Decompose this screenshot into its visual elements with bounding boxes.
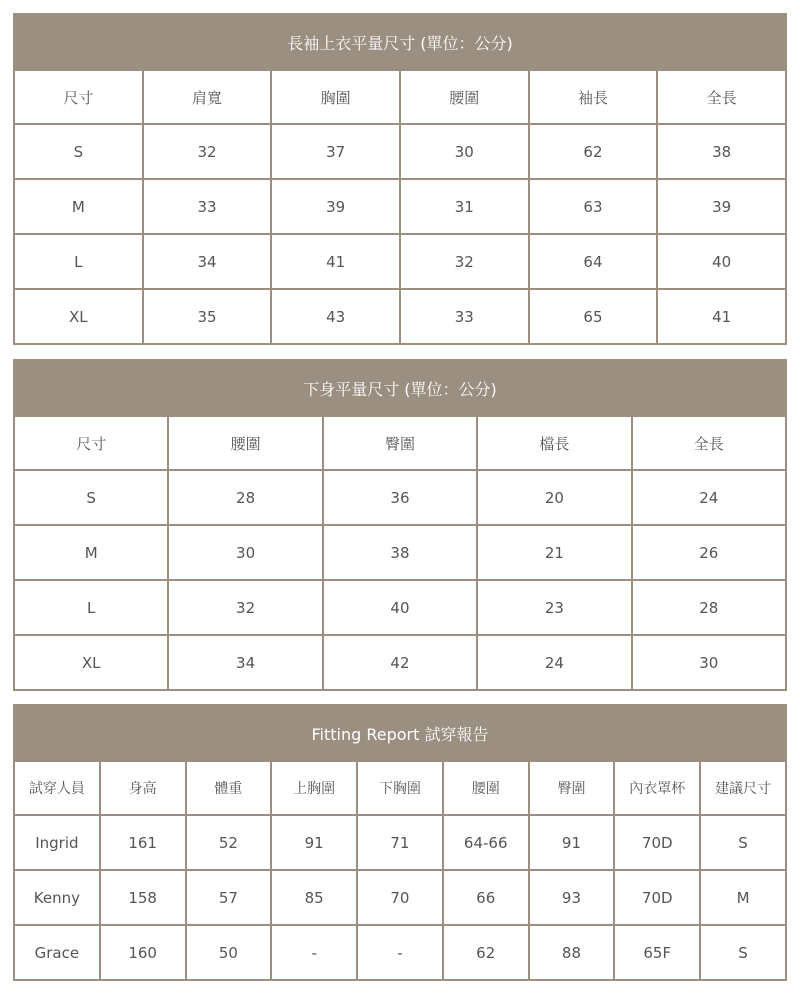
table-cell: 33 [400,289,529,344]
table-cell: 26 [632,525,786,580]
table-cell: 32 [143,124,272,179]
table-cell: 30 [168,525,322,580]
header-total-length: 全長 [632,416,786,470]
table-cell: Grace [14,925,100,980]
table-cell: 160 [100,925,186,980]
table-cell: S [700,815,786,870]
top-size-table [13,13,787,345]
table-cell: 21 [477,525,631,580]
table-cell: 42 [323,635,477,690]
table-row [14,635,786,690]
table-cell: 52 [186,815,272,870]
header-chest: 胸圍 [271,70,400,124]
table-cell: XL [14,635,168,690]
table-cell: S [700,925,786,980]
header-rise: 檔長 [477,416,631,470]
table-cell: M [14,525,168,580]
table-cell: - [271,925,357,980]
table-cell: 65 [529,289,658,344]
table-cell: 64 [529,234,658,289]
table-cell: L [14,234,143,289]
table-cell: S [14,124,143,179]
table-cell: 91 [271,815,357,870]
table-cell: 38 [657,124,786,179]
header-upper-bust: 上胸圍 [271,761,357,815]
table-row [14,525,786,580]
header-waist: 腰圍 [443,761,529,815]
table-cell: 91 [529,815,615,870]
table-cell: 38 [323,525,477,580]
header-suggested-size: 建議尺寸 [700,761,786,815]
table-cell: 34 [168,635,322,690]
header-total-length: 全長 [657,70,786,124]
table-row [14,124,786,179]
header-height: 身高 [100,761,186,815]
header-under-bust: 下胸圍 [357,761,443,815]
table-row [14,470,786,525]
bottom-size-table [13,359,787,691]
table-cell: 28 [632,580,786,635]
header-hip: 臀圍 [323,416,477,470]
table-cell: 57 [186,870,272,925]
table-row [14,234,786,289]
table-cell: 93 [529,870,615,925]
table-cell: 30 [400,124,529,179]
fitting-report-header-row [14,761,786,815]
table-cell: 20 [477,470,631,525]
table-cell: 39 [657,179,786,234]
table-cell: L [14,580,168,635]
table-cell: 65F [614,925,700,980]
table-cell: M [700,870,786,925]
table-cell: 31 [400,179,529,234]
table-cell: XL [14,289,143,344]
table-cell: 41 [271,234,400,289]
fitting-report-title: Fitting Report 試穿報告 [14,705,786,761]
table-cell: 41 [657,289,786,344]
table-cell: 24 [632,470,786,525]
table-cell: 70 [357,870,443,925]
table-cell: 66 [443,870,529,925]
table-cell: 88 [529,925,615,980]
table-cell: 35 [143,289,272,344]
table-cell: 71 [357,815,443,870]
table-cell: 158 [100,870,186,925]
table-cell: S [14,470,168,525]
table-cell: Ingrid [14,815,100,870]
table-cell: 33 [143,179,272,234]
table-cell: - [357,925,443,980]
table-cell: Kenny [14,870,100,925]
header-sleeve-length: 袖長 [529,70,658,124]
table-row [14,815,786,870]
fitting-report-table [13,704,787,981]
top-table-header-row [14,70,786,124]
table-cell: 28 [168,470,322,525]
bottom-table-title: 下身平量尺寸 (單位：公分) [14,360,786,416]
table-row [14,925,786,980]
table-cell: 40 [657,234,786,289]
table-cell: 30 [632,635,786,690]
table-cell: 39 [271,179,400,234]
table-cell: 24 [477,635,631,690]
table-cell: 64-66 [443,815,529,870]
table-cell: 62 [443,925,529,980]
table-cell: 62 [529,124,658,179]
header-waist: 腰圍 [168,416,322,470]
top-table-title: 長袖上衣平量尺寸 (單位：公分) [14,14,786,70]
bottom-table-header-row [14,416,786,470]
table-cell: 36 [323,470,477,525]
table-cell: 32 [168,580,322,635]
table-cell: 37 [271,124,400,179]
header-bra-cup: 內衣罩杯 [614,761,700,815]
table-row [14,179,786,234]
table-row [14,580,786,635]
table-cell: 70D [614,870,700,925]
table-cell: 23 [477,580,631,635]
header-weight: 體重 [186,761,272,815]
table-cell: 161 [100,815,186,870]
header-size: 尺寸 [14,70,143,124]
header-waist: 腰圍 [400,70,529,124]
table-cell: M [14,179,143,234]
table-cell: 32 [400,234,529,289]
header-size: 尺寸 [14,416,168,470]
table-row [14,289,786,344]
table-cell: 40 [323,580,477,635]
table-row [14,870,786,925]
table-cell: 34 [143,234,272,289]
table-cell: 63 [529,179,658,234]
table-cell: 43 [271,289,400,344]
table-cell: 50 [186,925,272,980]
table-cell: 85 [271,870,357,925]
header-tester: 試穿人員 [14,761,100,815]
header-shoulder-width: 肩寬 [143,70,272,124]
header-hip: 臀圍 [529,761,615,815]
table-cell: 70D [614,815,700,870]
